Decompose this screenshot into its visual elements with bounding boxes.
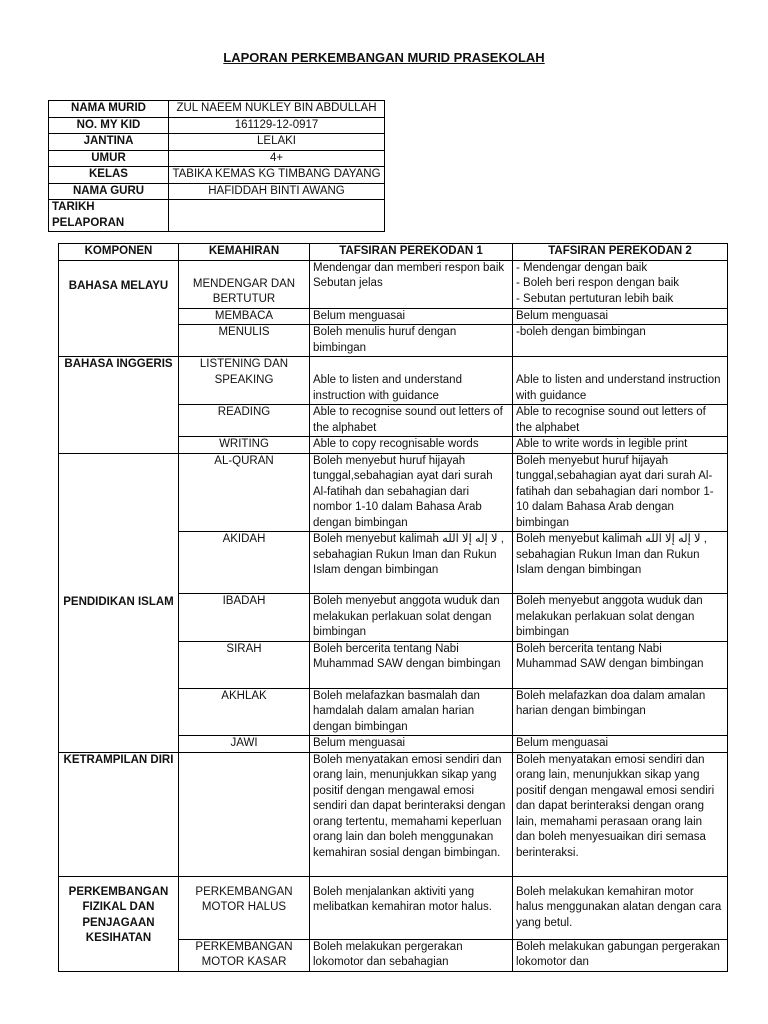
skill-cell: SIRAH <box>179 641 310 688</box>
tafsiran-1-cell: Belum menguasai <box>310 308 513 325</box>
info-label: JANTINA <box>49 134 169 151</box>
komponen-ketrampilan-diri: KETRAMPILAN DIRI <box>59 752 179 876</box>
table-row <box>59 357 728 405</box>
skill-cell: PERKEMBANGAN MOTOR HALUS <box>179 876 310 939</box>
skill-cell: MENULIS <box>179 325 310 357</box>
info-value: HAFIDDAH BINTI AWANG <box>169 183 385 200</box>
tafsiran-1-cell: Boleh melakukan pergerakan lokomotor dan sebahagian <box>310 939 513 971</box>
skill-cell: READING <box>179 405 310 437</box>
assessment-table <box>58 243 728 972</box>
info-value: 4+ <box>169 150 385 167</box>
table-row <box>59 752 728 876</box>
tafsiran-1-cell: Boleh menulis huruf dengan bimbingan <box>310 325 513 357</box>
skill-cell: WRITING <box>179 437 310 454</box>
tafsiran-1-cell: Boleh menjalankan aktiviti yang melibatkan kemahiran motor halus. <box>310 876 513 939</box>
tafsiran-1-cell: Able to listen and understand instruction with guidance <box>310 357 513 405</box>
komponen-pendidikan-islam: PENDIDIKAN ISLAM <box>59 453 179 752</box>
tafsiran-2-cell: Boleh menyebut kalimah لا إله إلا الله , sebahagian Rukun Iman dan Rukun Islam dengan bimbingan <box>513 532 728 594</box>
header-row <box>59 244 728 261</box>
tafsiran-1-cell: Boleh menyebut anggota wuduk dan melakukan perlakuan solat dengan bimbingan <box>310 594 513 642</box>
table-row <box>59 260 728 308</box>
info-value: 161129-12-0917 <box>169 117 385 134</box>
info-label: KELAS <box>49 167 169 184</box>
info-value <box>169 200 385 232</box>
tafsiran-2-cell: - Mendengar dengan baik - Boleh beri respon dengan baik - Sebutan pertuturan lebih baik <box>513 260 728 308</box>
skill-cell: JAWI <box>179 736 310 753</box>
info-row <box>49 167 385 184</box>
tafsiran-1-cell: Boleh bercerita tentang Nabi Muhammad SAW dengan bimbingan <box>310 641 513 688</box>
info-value: ZUL NAEEM NUKLEY BIN ABDULLAH <box>169 101 385 118</box>
tafsiran-2-cell: Belum menguasai <box>513 736 728 753</box>
info-row <box>49 101 385 118</box>
col-header-komponen: KOMPONEN <box>59 244 179 261</box>
tafsiran-1-cell: Able to copy recognisable words <box>310 437 513 454</box>
skill-cell: PERKEMBANGAN MOTOR KASAR <box>179 939 310 971</box>
info-label: NAMA MURID <box>49 101 169 118</box>
komponen-bahasa-melayu: BAHASA MELAYU <box>59 260 179 357</box>
student-info-table <box>48 100 385 232</box>
info-value: TABIKA KEMAS KG TIMBANG DAYANG <box>169 167 385 184</box>
info-row <box>49 117 385 134</box>
tafsiran-1-cell: Able to recognise sound out letters of the alphabet <box>310 405 513 437</box>
info-row <box>49 200 385 232</box>
info-row <box>49 134 385 151</box>
page-title: LAPORAN PERKEMBANGAN MURID PRASEKOLAH <box>223 50 545 65</box>
info-row <box>49 183 385 200</box>
tafsiran-2-cell: -boleh dengan bimbingan <box>513 325 728 357</box>
tafsiran-1-cell: Boleh menyebut kalimah لا إله إلا الله , sebahagian Rukun Iman dan Rukun Islam dengan bimbingan <box>310 532 513 594</box>
tafsiran-2-cell: Boleh melakukan kemahiran motor halus menggunakan alatan dengan cara yang betul. <box>513 876 728 939</box>
col-header-tafsiran-1: TAFSIRAN PEREKODAN 1 <box>310 244 513 261</box>
table-row <box>59 876 728 939</box>
tafsiran-2-cell: Boleh menyatakan emosi sendiri dan orang lain, menunjukkan sikap yang positif dengan mengawal emosi sendiri dan dapat berinteraksi dengan orang lain, memahami perasaan orang lain dan boleh menyesuaikan diri semasa berinteraksi. <box>513 752 728 876</box>
info-label: UMUR <box>49 150 169 167</box>
info-label: NAMA GURU <box>49 183 169 200</box>
tafsiran-2-cell: Able to recognise sound out letters of the alphabet <box>513 405 728 437</box>
tafsiran-2-cell: Able to listen and understand instruction with guidance <box>513 357 728 405</box>
tafsiran-2-cell: Boleh bercerita tentang Nabi Muhammad SAW dengan bimbingan <box>513 641 728 688</box>
tafsiran-2-cell: Able to write words in legible print <box>513 437 728 454</box>
info-label: TARIKH PELAPORAN <box>49 200 169 232</box>
info-row <box>49 150 385 167</box>
skill-cell: IBADAH <box>179 594 310 642</box>
skill-cell: MEMBACA <box>179 308 310 325</box>
tafsiran-2-cell: Boleh menyebut anggota wuduk dan melakukan perlakuan solat dengan bimbingan <box>513 594 728 642</box>
skill-cell: LISTENING DAN SPEAKING <box>179 357 310 405</box>
info-value: LELAKI <box>169 134 385 151</box>
skill-cell: MENDENGAR DAN BERTUTUR <box>179 260 310 308</box>
tafsiran-2-cell: Belum menguasai <box>513 308 728 325</box>
komponen-perkembangan-fizikal: PERKEMBANGAN FIZIKAL DAN PENJAGAAN KESIHATAN <box>59 876 179 971</box>
info-label: NO. MY KID <box>49 117 169 134</box>
table-row <box>59 453 728 532</box>
komponen-bahasa-inggeris: BAHASA INGGERIS <box>59 357 179 454</box>
skill-cell: AKHLAK <box>179 688 310 736</box>
tafsiran-1-cell: Boleh menyebut huruf hijayah tunggal,sebahagian ayat dari surah Al-fatihah dan sebahagian dari nombor 1-10 dalam Bahasa Arab dengan bimbingan <box>310 453 513 532</box>
col-header-kemahiran: KEMAHIRAN <box>179 244 310 261</box>
skill-cell <box>179 752 310 876</box>
skill-cell: AL-QURAN <box>179 453 310 532</box>
tafsiran-1-cell: Boleh melafazkan basmalah dan hamdalah dalam amalan harian dengan bimbingan <box>310 688 513 736</box>
col-header-tafsiran-2: TAFSIRAN PEREKODAN 2 <box>513 244 728 261</box>
tafsiran-2-cell: Boleh melafazkan doa dalam amalan harian dengan bimbingan <box>513 688 728 736</box>
tafsiran-1-cell: Belum menguasai <box>310 736 513 753</box>
tafsiran-2-cell: Boleh melakukan gabungan pergerakan lokomotor dan <box>513 939 728 971</box>
tafsiran-1-cell: Boleh menyatakan emosi sendiri dan orang lain, menunjukkan sikap yang positif dengan mengawal emosi sendiri dan dapat berinteraksi dengan orang tertentu, memahami keperluan orang lain dan boleh menggunakan kemahiran sosial dengan bimbingan. <box>310 752 513 876</box>
tafsiran-2-cell: Boleh menyebut huruf hijayah tunggal,sebahagian ayat dari surah Al-fatihah dan sebahagian dari nombor 1-10 dalam Bahasa Arab dengan bimbingan <box>513 453 728 532</box>
skill-cell: AKIDAH <box>179 532 310 594</box>
tafsiran-1-cell: Mendengar dan memberi respon baik Sebutan jelas <box>310 260 513 308</box>
